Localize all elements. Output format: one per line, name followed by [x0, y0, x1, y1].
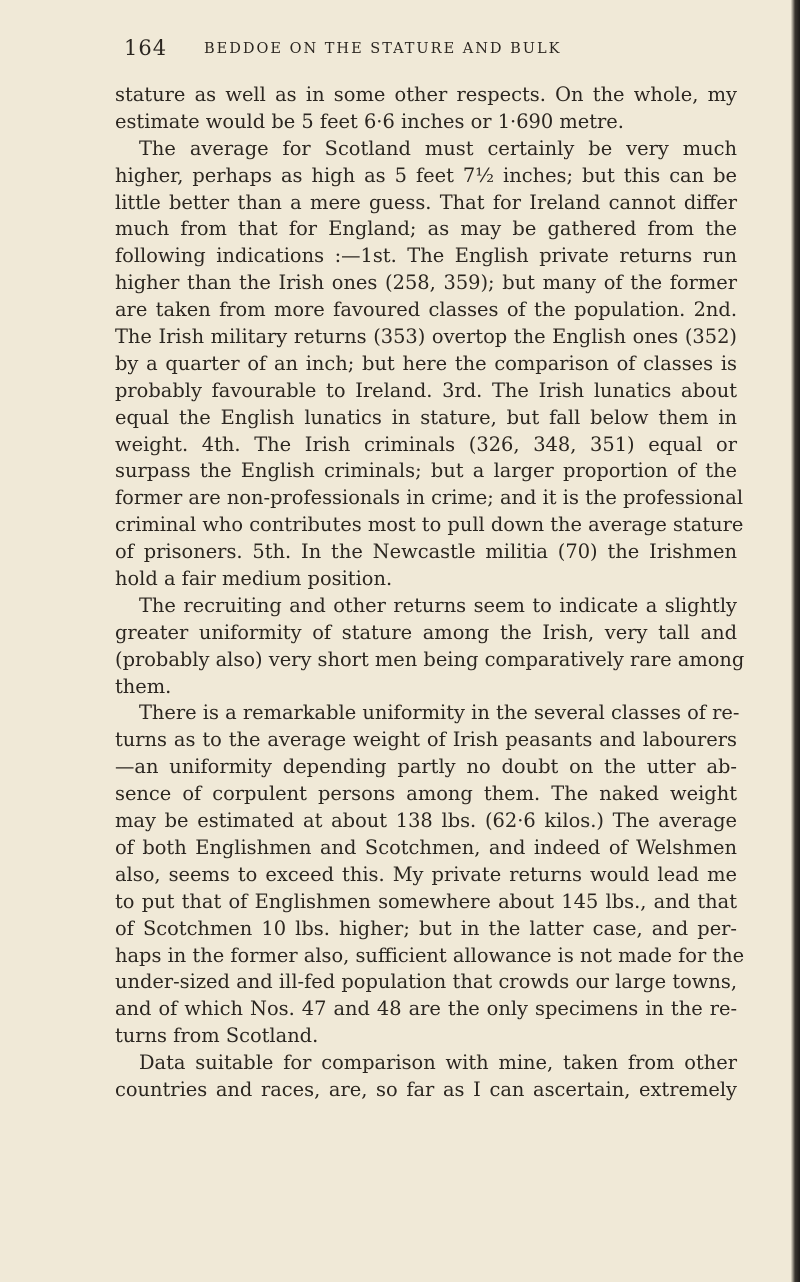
- text-line: Data suitable for comparison with mine, taken from other: [139, 1051, 737, 1075]
- text-line: (probably also) very short men being comparatively rare among: [115, 647, 745, 671]
- text-line: equal the English lunatics in stature, but fall below them in: [115, 405, 737, 429]
- text-line: of both Englishmen and Scotchmen, and indeed of Welshmen: [115, 835, 737, 859]
- text-line: by a quarter of an inch; but here the comparison of classes is: [115, 351, 737, 375]
- text-line: under-sized and ill-fed population that crowds our large towns,: [115, 970, 737, 994]
- text-line: former are non-professionals in crime; and it is the professional: [115, 486, 744, 510]
- text-line: The recruiting and other returns seem to indicate a slightly: [139, 593, 737, 617]
- text-line: little better than a mere guess. That for Ireland cannot differ: [115, 190, 737, 214]
- text-line: and of which Nos. 47 and 48 are the only specimens in the re-: [115, 997, 737, 1021]
- text-line: stature as well as in some other respects. On the whole, my: [115, 83, 737, 106]
- text-line: are taken from more favoured classes of the population. 2nd.: [115, 298, 737, 322]
- text-line: weight. 4th. The Irish criminals (326, 348, 351) equal or: [115, 432, 737, 456]
- text-line: estimate would be 5 feet 6·6 inches or 1·690 metre.: [115, 109, 624, 133]
- text-line: There is a remarkable uniformity in the several classes of re-: [139, 701, 740, 725]
- text-line: hold a fair medium position.: [115, 567, 393, 591]
- text-line: may be estimated at about 138 lbs. (62·6 kilos.) The average: [115, 809, 737, 833]
- text-line: probably favourable to Ireland. 3rd. The Irish lunatics about: [115, 378, 737, 402]
- body-text: [115, 82, 745, 1104]
- text-line: haps in the former also, sufficient allowance is not made for the: [115, 943, 745, 967]
- text-line: also, seems to exceed this. My private returns would lead me: [115, 862, 737, 886]
- text-line: The average for Scotland must certainly be very much: [139, 136, 737, 160]
- text-line: sence of corpulent persons among them. The naked weight: [115, 782, 737, 806]
- text-line: criminal who contributes most to pull down the average stature: [115, 513, 744, 537]
- text-line: to put that of Englishmen somewhere about 145 lbs., and that: [115, 889, 737, 913]
- text-line: of Scotchmen 10 lbs. higher; but in the latter case, and per-: [115, 916, 737, 940]
- text-line: higher than the Irish ones (258, 359); but many of the former: [115, 271, 737, 295]
- text-line: greater uniformity of stature among the Irish, very tall and: [115, 620, 737, 644]
- text-line: turns as to the average weight of Irish peasants and labourers: [115, 728, 737, 752]
- text-line: much from that for England; as may be gathered from the: [115, 217, 737, 241]
- page-number: 164: [124, 36, 168, 60]
- text-line: higher, perhaps as high as 5 feet 7½ inches; but this can be: [115, 163, 737, 187]
- text-line: The Irish military returns (353) overtop the English ones (352): [115, 325, 737, 349]
- running-head: BEDDOE ON THE STATURE AND BULK: [204, 41, 562, 57]
- text-line: following indications :—1st. The English private returns run: [115, 244, 737, 268]
- text-line: —an uniformity depending partly no doubt on the utter ab-: [115, 755, 737, 779]
- text-line: of prisoners. 5th. In the Newcastle militia (70) the Irishmen: [115, 540, 737, 564]
- text-line: surpass the English criminals; but a larger proportion of the: [115, 459, 737, 483]
- text-line: them.: [115, 674, 172, 698]
- page-edge: [791, 0, 800, 1282]
- text-line: countries and races, are, so far as I can ascertain, extremely: [115, 1077, 737, 1101]
- text-line: turns from Scotland.: [115, 1024, 319, 1048]
